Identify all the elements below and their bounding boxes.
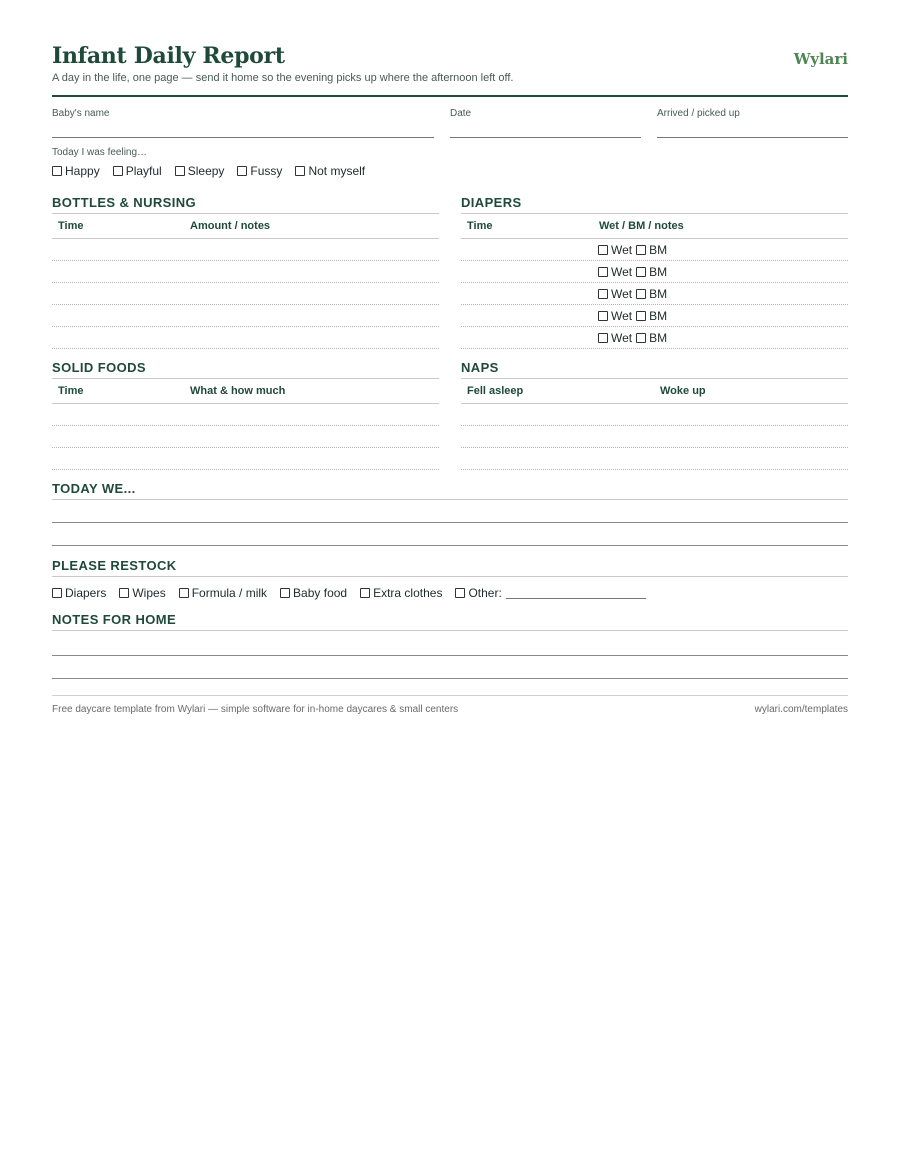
bottles-row[interactable]	[52, 239, 439, 261]
restock-formula[interactable]	[179, 586, 267, 600]
column-time: Time	[467, 220, 493, 232]
today-heading: TODAY WE...	[52, 480, 848, 500]
checkbox[interactable]	[636, 245, 646, 255]
naps-heading: NAPS	[461, 359, 848, 379]
wet-checkbox[interactable]	[598, 287, 632, 301]
wet-label: Wet	[611, 242, 633, 257]
bottles-row[interactable]	[52, 305, 439, 327]
solids-section	[52, 359, 439, 470]
bm-checkbox[interactable]	[636, 309, 667, 323]
checkbox[interactable]	[175, 166, 185, 176]
solids-row[interactable]	[52, 448, 439, 470]
page-title: Infant Daily Report	[52, 43, 285, 69]
checkbox[interactable]	[119, 588, 129, 598]
footer-divider	[52, 695, 848, 696]
checkbox[interactable]	[52, 166, 62, 176]
restock-diapers[interactable]	[52, 586, 106, 600]
feeling-playful[interactable]	[113, 164, 162, 178]
header-divider	[52, 95, 848, 97]
wet-label: Wet	[611, 330, 633, 345]
column-amount: Amount / notes	[190, 220, 271, 232]
naps-row[interactable]	[461, 448, 848, 470]
arrival-line[interactable]	[657, 137, 848, 138]
checkbox[interactable]	[360, 588, 370, 598]
bottles-section	[52, 194, 439, 349]
bm-checkbox[interactable]	[636, 287, 667, 301]
option-label: Sleepy	[187, 164, 225, 178]
date-field[interactable]	[450, 108, 641, 119]
option-label: Other:	[468, 586, 502, 600]
diapers-row[interactable]	[461, 283, 848, 305]
column-what: What & how much	[190, 385, 286, 397]
naps-column-headers	[461, 379, 848, 404]
column-time: Time	[58, 220, 84, 232]
option-label: Playful	[125, 164, 162, 178]
footer-credit: Free daycare template from Wylari — simple software for in-home daycares & small centers	[52, 704, 459, 715]
feeling-label: Today I was feeling…	[52, 147, 148, 158]
restock-baby-food[interactable]	[280, 586, 347, 600]
feeling-options	[52, 164, 365, 178]
feeling-not-myself[interactable]	[295, 164, 365, 178]
checkbox[interactable]	[295, 166, 305, 176]
bottles-row[interactable]	[52, 261, 439, 283]
baby-name-label: Baby's name	[52, 108, 110, 119]
checkbox[interactable]	[636, 311, 646, 321]
checkbox[interactable]	[113, 166, 123, 176]
diapers-column-headers	[461, 214, 848, 239]
restock-options	[52, 586, 646, 600]
option-label: Happy	[65, 164, 100, 178]
brand-logo: Wylari	[793, 50, 848, 68]
diapers-row[interactable]	[461, 327, 848, 349]
bm-checkbox[interactable]	[636, 243, 667, 257]
checkbox[interactable]	[598, 289, 608, 299]
checkbox[interactable]	[598, 245, 608, 255]
writing-line[interactable]	[52, 500, 848, 523]
option-label: Formula / milk	[191, 586, 268, 600]
wet-checkbox[interactable]	[598, 331, 632, 345]
option-label: Baby food	[293, 586, 348, 600]
page-subtitle: A day in the life, one page — send it home so the evening picks up where the afternoon left off.	[52, 72, 514, 84]
checkbox[interactable]	[52, 588, 62, 598]
bottles-row[interactable]	[52, 283, 439, 305]
solids-heading: SOLID FOODS	[52, 359, 439, 379]
diapers-heading: DIAPERS	[461, 194, 848, 214]
writing-line[interactable]	[52, 656, 848, 679]
restock-section	[52, 557, 848, 577]
bm-label: BM	[649, 264, 668, 279]
bm-checkbox[interactable]	[636, 331, 667, 345]
solids-row[interactable]	[52, 426, 439, 448]
option-label: Not myself	[308, 164, 366, 178]
notes-section	[52, 611, 848, 679]
wet-checkbox[interactable]	[598, 265, 632, 279]
bm-label: BM	[649, 286, 668, 301]
date-label: Date	[450, 108, 472, 119]
checkbox[interactable]	[598, 311, 608, 321]
baby-name-field[interactable]	[52, 108, 434, 119]
solids-row[interactable]	[52, 404, 439, 426]
checkbox[interactable]	[636, 333, 646, 343]
restock-other[interactable]	[455, 586, 645, 600]
option-label: Wipes	[132, 586, 166, 600]
other-write-line[interactable]	[506, 598, 646, 599]
bm-label: BM	[649, 308, 668, 323]
feeling-fussy[interactable]	[237, 164, 282, 178]
column-wet-bm: Wet / BM / notes	[599, 220, 684, 232]
checkbox[interactable]	[280, 588, 290, 598]
option-label: Fussy	[250, 164, 283, 178]
option-label: Diapers	[65, 586, 107, 600]
notes-heading: NOTES FOR HOME	[52, 611, 848, 631]
diapers-row[interactable]	[461, 305, 848, 327]
wet-label: Wet	[611, 264, 633, 279]
naps-row[interactable]	[461, 404, 848, 426]
option-label: Extra clothes	[373, 586, 443, 600]
arrival-label: Arrived / picked up	[657, 108, 740, 119]
checkbox[interactable]	[455, 588, 465, 598]
bm-label: BM	[649, 330, 668, 345]
checkbox[interactable]	[237, 166, 247, 176]
bm-checkbox[interactable]	[636, 265, 667, 279]
naps-section	[461, 359, 848, 470]
restock-extra-clothes[interactable]	[360, 586, 442, 600]
wet-checkbox[interactable]	[598, 309, 632, 323]
diapers-row[interactable]	[461, 261, 848, 283]
writing-line[interactable]	[52, 631, 848, 656]
checkbox[interactable]	[598, 333, 608, 343]
column-time: Time	[58, 385, 84, 397]
footer-url[interactable]: wylari.com/templates	[754, 704, 848, 715]
date-line[interactable]	[450, 137, 641, 138]
checkbox[interactable]	[179, 588, 189, 598]
checkbox[interactable]	[636, 289, 646, 299]
writing-line[interactable]	[52, 523, 848, 546]
feeling-sleepy[interactable]	[175, 164, 225, 178]
feeling-happy[interactable]	[52, 164, 100, 178]
bottles-row[interactable]	[52, 327, 439, 349]
bm-label: BM	[649, 242, 668, 257]
restock-heading: PLEASE RESTOCK	[52, 557, 848, 577]
arrival-field[interactable]	[657, 108, 848, 119]
wet-label: Wet	[611, 308, 633, 323]
diapers-section	[461, 194, 848, 349]
naps-row[interactable]	[461, 426, 848, 448]
baby-name-line[interactable]	[52, 137, 434, 138]
checkbox[interactable]	[636, 267, 646, 277]
column-woke-up: Woke up	[660, 385, 706, 397]
wet-label: Wet	[611, 286, 633, 301]
wet-checkbox[interactable]	[598, 243, 632, 257]
column-fell-asleep: Fell asleep	[467, 385, 524, 397]
restock-wipes[interactable]	[119, 586, 165, 600]
diapers-row[interactable]	[461, 239, 848, 261]
solids-column-headers	[52, 379, 439, 404]
today-section	[52, 480, 848, 546]
checkbox[interactable]	[598, 267, 608, 277]
bottles-column-headers	[52, 214, 439, 239]
bottles-heading: BOTTLES & NURSING	[52, 194, 439, 214]
